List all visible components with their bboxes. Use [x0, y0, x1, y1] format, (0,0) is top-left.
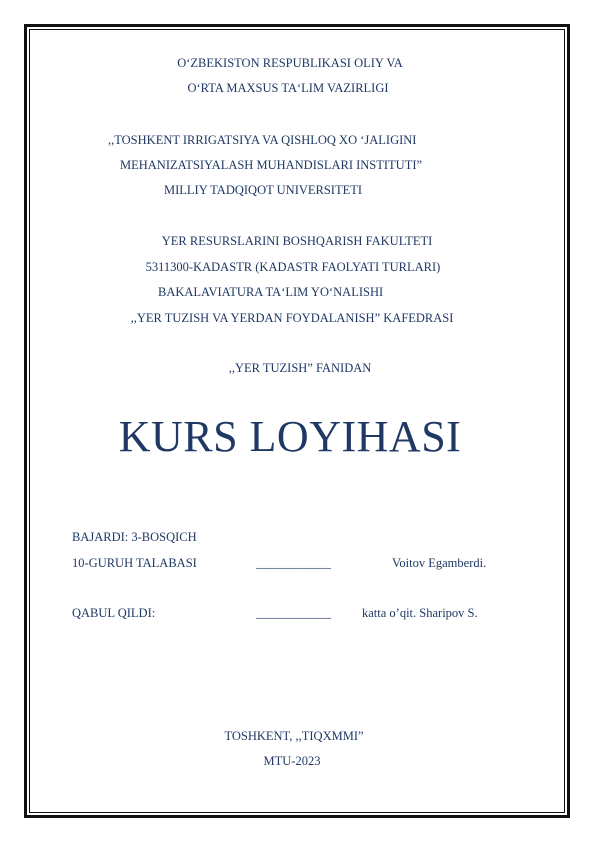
- faculty-line-3: BAKALAVIATURA TA‘LIM YO‘NALISHI: [158, 285, 384, 299]
- department-line: ,,YER TUZISH VA YERDAN FOYDALANISH” KAFEDRASI: [130, 311, 454, 325]
- reviewer-name: katta o’qit. Sharipov S.: [362, 606, 478, 620]
- footer-year: MTU-2023: [263, 754, 321, 768]
- performer-label-course: BAJARDI: 3-BOSQICH: [72, 530, 197, 544]
- subject-line: ,,YER TUZISH” FANIDAN: [228, 361, 372, 375]
- institute-line-1: ,,TOSHKENT IRRIGATSIYA VA QISHLOQ XO ‘JALIGINI: [108, 133, 417, 147]
- reviewer-signature-line: ____________: [256, 606, 331, 620]
- document-title: KURS LOYIHASI: [118, 412, 462, 461]
- reviewer-label: QABUL QILDI:: [72, 606, 156, 620]
- performer-label-group: 10-GURUH TALABASI: [72, 556, 197, 570]
- institute-line-2: MEHANIZATSIYALASH MUHANDISLARI INSTITUTI”: [120, 158, 423, 172]
- institute-line-3: MILLIY TADQIQOT UNIVERSITETI: [164, 183, 363, 197]
- faculty-line-2: 5311300-KADASTR (KADASTR FAOLYATI TURLARI): [145, 260, 441, 274]
- performer-name: Voitov Egamberdi.: [392, 556, 487, 570]
- faculty-line-1: YER RESURSLARINI BOSHQARISH FAKULTETI: [161, 234, 433, 248]
- ministry-line-1: O‘ZBEKISTON RESPUBLIKASI OLIY VA: [177, 56, 403, 70]
- ministry-line-2: O‘RTA MAXSUS TA‘LIM VAZIRLIGI: [187, 81, 389, 95]
- footer-city: TOSHKENT, ,,TIQXMMI”: [224, 729, 364, 743]
- performer-signature-line: ____________: [256, 556, 331, 570]
